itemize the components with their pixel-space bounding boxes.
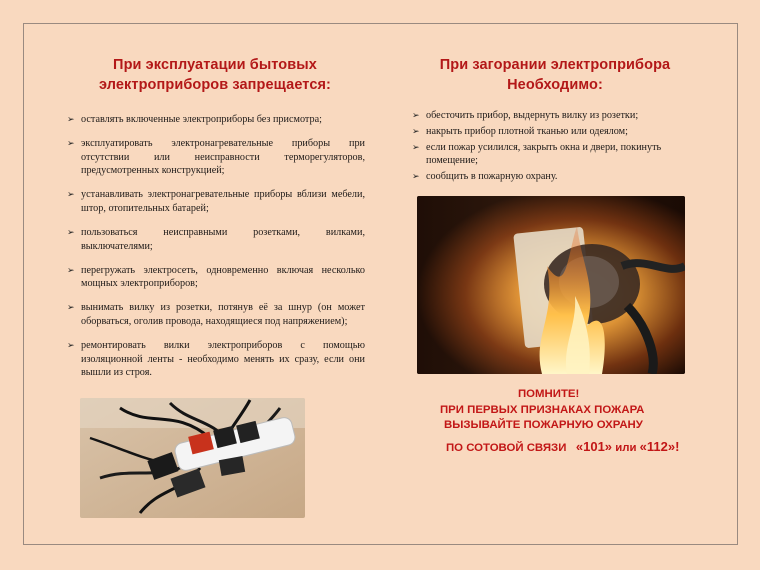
arrowhead-bullet-icon: ➢ (412, 125, 420, 136)
arrowhead-bullet-icon: ➢ (412, 141, 420, 152)
burning-socket-illustration (417, 196, 685, 374)
list-item: ➢ перегружать электросеть, одновременно включая несколько мощных электроприборов; (67, 264, 365, 290)
arrowhead-bullet-icon: ➢ (67, 189, 75, 200)
arrowhead-bullet-icon: ➢ (67, 114, 75, 124)
list-item: ➢ пользоваться неисправными розетками, вилками, выключателями; (67, 227, 365, 252)
arrowhead-bullet-icon: ➢ (67, 302, 75, 313)
list-item: ➢ эксплуатировать электронагревательные приборы при отсутствии или неисправности терморегуляторов, предусмотренных конструкцией; (67, 138, 365, 177)
power-strip-illustration (80, 398, 305, 518)
emergency-number-101: «101» (575, 438, 613, 454)
prohibitions-list (65, 113, 365, 380)
arrowhead-bullet-icon: ➢ (67, 264, 75, 275)
prohibitions-title: При эксплуатации бытовых электроприборов запрещается: (99, 57, 331, 93)
arrowhead-bullet-icon: ➢ (412, 110, 420, 120)
list-item: ➢ вынимать вилку из розетки, потянув её за шнур (он может оборваться, оголив провода, находящиеся под напряжением); (67, 302, 365, 328)
list-item: ➢ обесточить прибор, выдернуть вилку из розетки; (412, 110, 639, 121)
actions-list (410, 109, 700, 184)
list-item: ➢ сообщить в пожарную охрану. (412, 171, 558, 183)
prohibitions-section (65, 55, 365, 390)
list-item: ➢ устанавливать электронагревательные приборы вблизи мебели, штор, отопительных батарей; (67, 189, 365, 214)
arrowhead-bullet-icon: ➢ (67, 138, 75, 149)
remember-line: ПРИ ПЕРВЫХ ПРИЗНАКАХ ПОЖАРА (440, 403, 645, 416)
list-item: ➢ оставлять включенные электроприборы без присмотра; (67, 114, 322, 125)
actions-title: При загорании электроприбора Необходимо: (439, 57, 671, 93)
list-item: ➢ накрыть прибор плотной тканью или одеялом; (412, 125, 628, 137)
remember-heading: ПОМНИТЕ! (518, 388, 580, 400)
emergency-number-112: «112» (639, 438, 676, 454)
list-item: ➢ ремонтировать вилки электроприборов с помощью изоляционной ленты - необходимо менять их сразу, если они вышли из строя. (67, 340, 365, 379)
actions-section (410, 55, 700, 186)
arrowhead-bullet-icon: ➢ (67, 227, 75, 238)
remember-line: ВЫЗЫВАЙТЕ ПОЖАРНУЮ ОХРАНУ (444, 419, 643, 431)
remember-notice (420, 387, 710, 456)
burning-socket-image (417, 196, 685, 374)
overloaded-power-strip-image (80, 398, 305, 518)
emergency-numbers-line: ПО СОТОВОЙ СВЯЗИ «101» или «112»! (446, 438, 680, 454)
list-item: ➢ если пожар усилился, закрыть окна и двери, покинуть помещение; (412, 141, 662, 167)
arrowhead-bullet-icon: ➢ (412, 171, 420, 182)
arrowhead-bullet-icon: ➢ (67, 340, 75, 351)
